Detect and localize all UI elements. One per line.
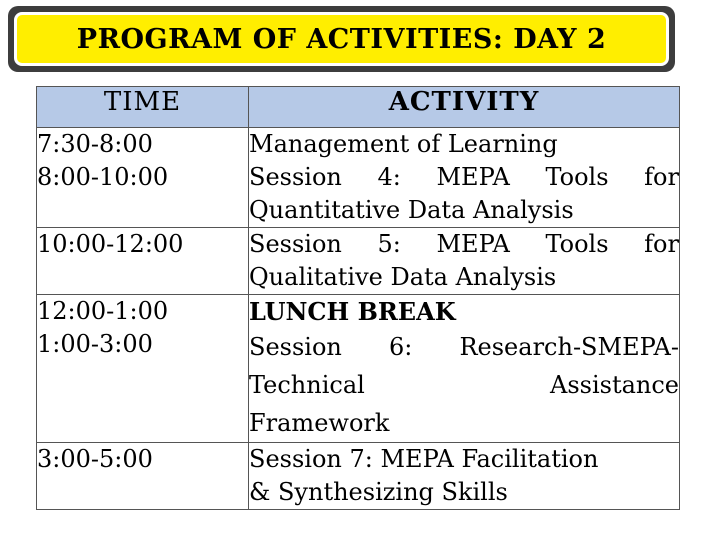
word: Assistance xyxy=(549,371,679,399)
time-cell xyxy=(37,228,249,295)
word: for xyxy=(644,230,679,258)
activity-line: & Synthesizing Skills xyxy=(249,478,508,506)
time-cell xyxy=(37,295,249,443)
activity-line: Framework xyxy=(249,409,390,437)
time-value: 1:00-3:00 xyxy=(37,330,153,358)
table-row xyxy=(37,295,680,443)
word: 6: xyxy=(388,333,413,361)
activity-line: Quantitative Data Analysis xyxy=(249,196,574,224)
time-value: 10:00-12:00 xyxy=(37,230,184,258)
activity-column-header: ACTIVITY xyxy=(249,87,680,128)
word: Session xyxy=(249,333,342,361)
activity-cell xyxy=(249,228,680,295)
activity-line: Management of Learning xyxy=(249,130,558,158)
word: Technical xyxy=(249,371,365,399)
time-value: 7:30-8:00 xyxy=(37,130,153,158)
activity-line: Session 7: MEPA Facilitation xyxy=(249,445,599,473)
time-value: 12:00-1:00 xyxy=(37,297,169,325)
word: MEPA xyxy=(436,163,510,191)
table-header-row xyxy=(37,87,680,128)
activity-line xyxy=(249,366,679,404)
time-cell xyxy=(37,128,249,228)
activity-line: Qualitative Data Analysis xyxy=(249,263,557,291)
time-cell xyxy=(37,443,249,510)
table-row xyxy=(37,228,680,295)
activity-line xyxy=(249,161,679,194)
schedule-table xyxy=(36,86,680,510)
word: for xyxy=(644,163,679,191)
word: Tools xyxy=(545,163,609,191)
word: Session xyxy=(249,163,342,191)
table-row xyxy=(37,128,680,228)
word: Tools xyxy=(545,230,609,258)
lunch-break-label: LUNCH BREAK xyxy=(249,297,456,326)
word: 4: xyxy=(377,163,401,191)
activity-cell xyxy=(249,443,680,510)
table-row xyxy=(37,443,680,510)
title-banner-frame xyxy=(8,6,675,72)
word: 5: xyxy=(377,230,401,258)
word: Session xyxy=(249,230,342,258)
activity-line xyxy=(249,228,679,261)
activity-cell xyxy=(249,128,680,228)
time-value: 8:00-10:00 xyxy=(37,163,169,191)
word: Research-SMEPA- xyxy=(459,333,679,361)
time-value: 3:00-5:00 xyxy=(37,445,153,473)
title-banner xyxy=(14,12,669,66)
page-title: PROGRAM OF ACTIVITIES: DAY 2 xyxy=(76,23,607,55)
word: MEPA xyxy=(436,230,510,258)
time-column-header: TIME xyxy=(37,87,249,128)
activity-cell xyxy=(249,295,680,443)
activity-line xyxy=(249,328,679,366)
